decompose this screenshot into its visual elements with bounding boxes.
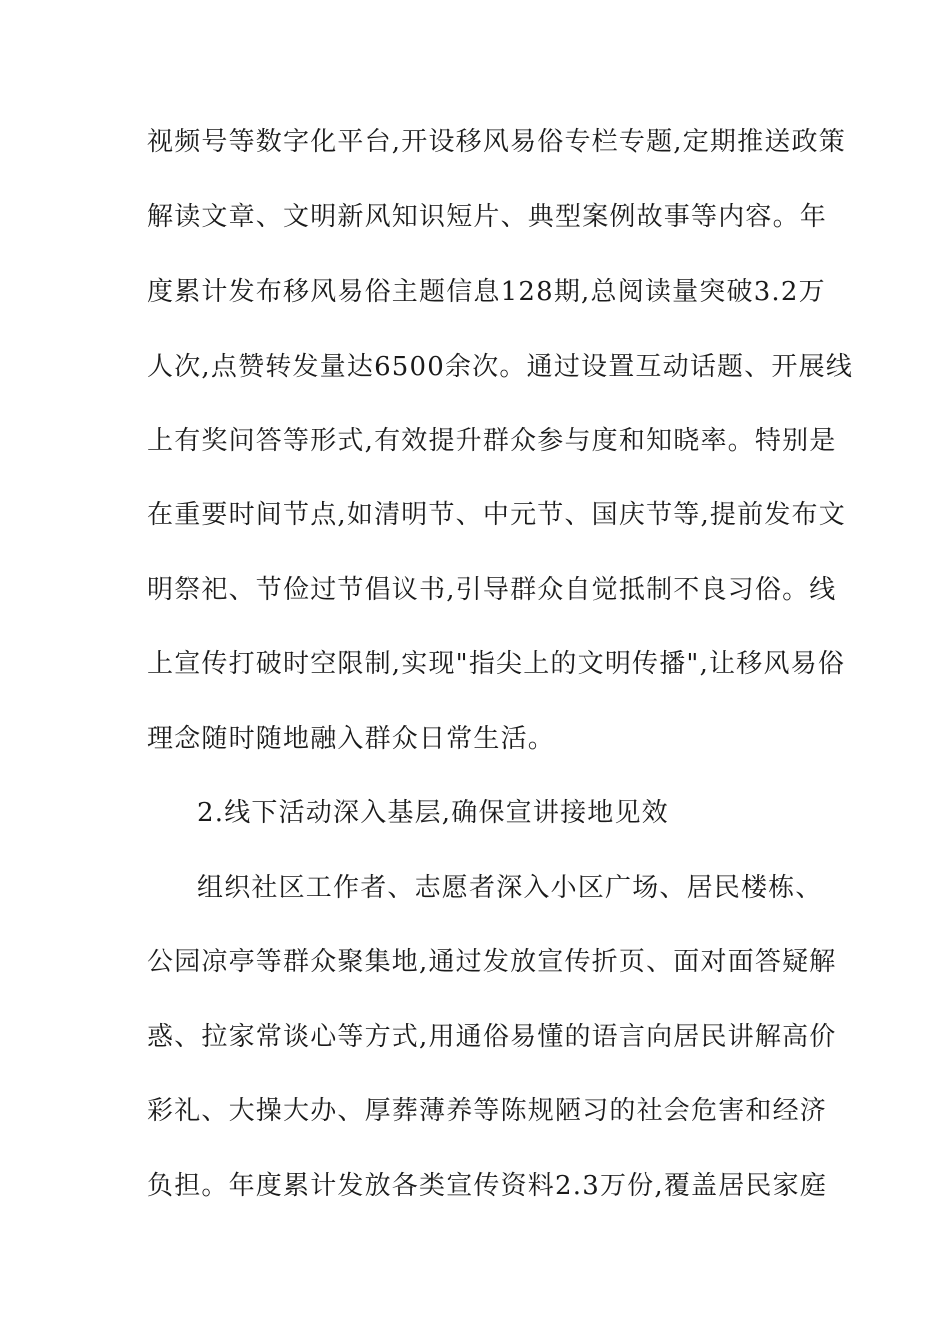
paragraph-line: 组织社区工作者、志愿者深入小区广场、居民楼栋、	[197, 873, 823, 903]
paragraph-line: 彩礼、大操大办、厚葬薄养等陈规陋习的社会危害和经济	[147, 1096, 828, 1126]
paragraph-line: 惑、拉家常谈心等方式,用通俗易懂的语言向居民讲解高价	[147, 1022, 837, 1052]
paragraph-line: 度累计发布移风易俗主题信息128期,总阅读量突破3.2万	[147, 277, 826, 307]
paragraph-line: 理念随时随地融入群众日常生活。	[147, 724, 556, 754]
paragraph-line: 上宣传打破时空限制,实现"指尖上的文明传播",让移风易俗	[147, 649, 846, 679]
section-heading: 2.线下活动深入基层,确保宣讲接地见效	[197, 798, 669, 828]
paragraph-line: 公园凉亭等群众聚集地,通过发放宣传折页、面对面答疑解	[147, 947, 837, 977]
paragraph-line: 明祭祀、节俭过节倡议书,引导群众自觉抵制不良习俗。线	[147, 575, 837, 605]
paragraph-line: 解读文章、文明新风知识短片、典型案例故事等内容。年	[147, 202, 828, 232]
paragraph-line: 上有奖问答等形式,有效提升群众参与度和知晓率。特别是	[147, 426, 837, 456]
paragraph-line: 视频号等数字化平台,开设移风易俗专栏专题,定期推送政策	[147, 127, 846, 157]
paragraph-line: 人次,点赞转发量达6500余次。通过设置互动话题、开展线	[147, 352, 854, 382]
paragraph-line: 在重要时间节点,如清明节、中元节、国庆节等,提前发布文	[147, 500, 846, 530]
paragraph-line: 负担。年度累计发放各类宣传资料2.3万份,覆盖居民家庭	[147, 1171, 828, 1201]
